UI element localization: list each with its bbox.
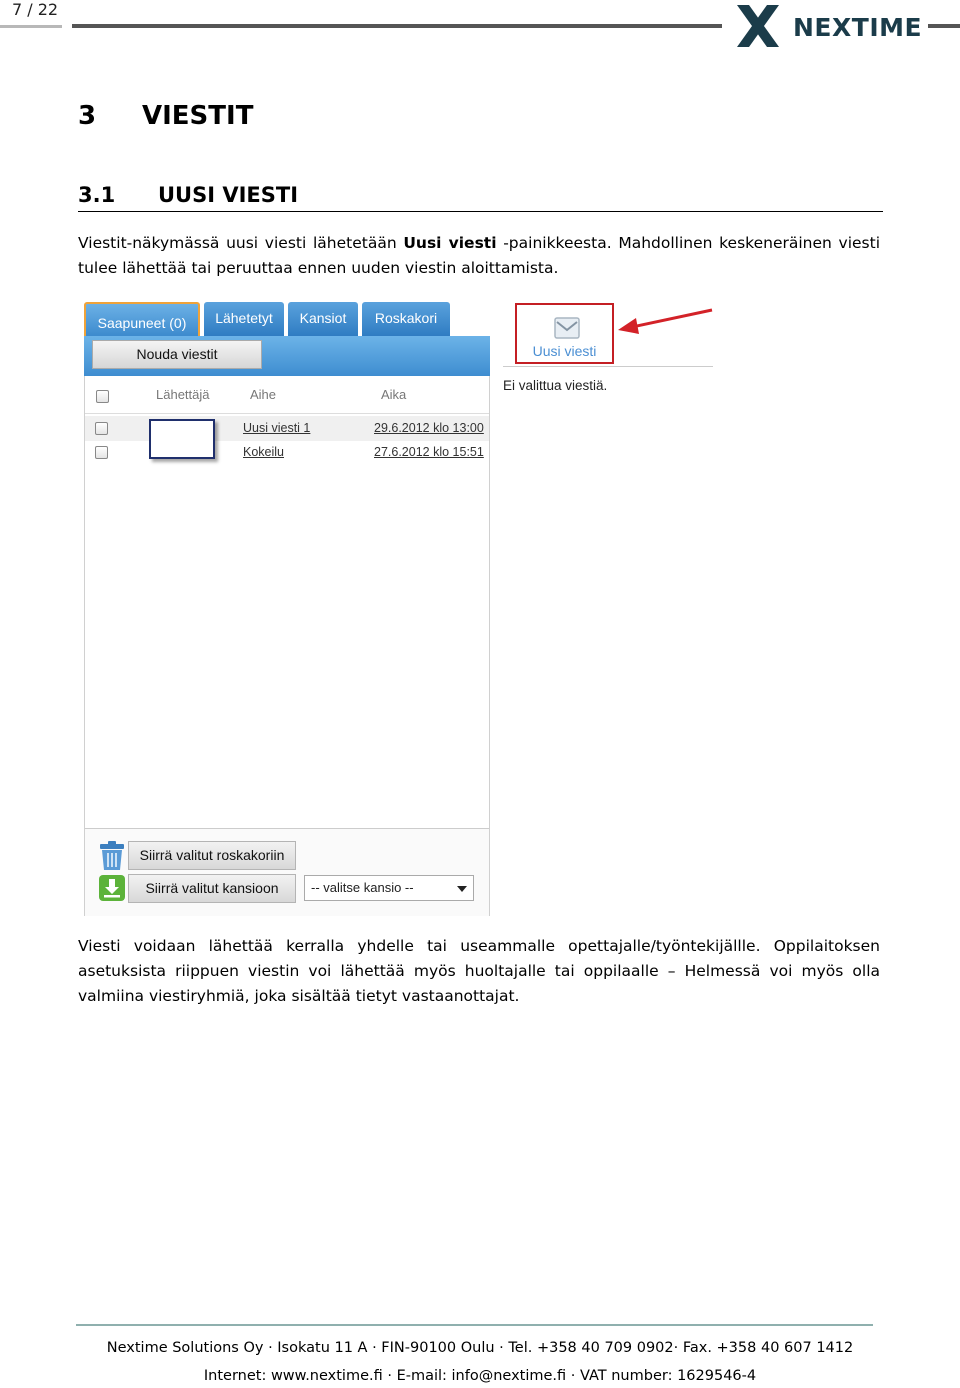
message-tabs <box>84 300 494 338</box>
message-list-header <box>85 376 489 414</box>
divider <box>503 366 713 367</box>
subsection-heading <box>78 183 883 212</box>
message-subject-link[interactable]: Uusi viesti 1 <box>243 421 311 435</box>
intro-paragraph <box>78 231 880 281</box>
section-heading <box>78 101 253 131</box>
message-toolbar <box>84 336 490 376</box>
move-to-trash-button[interactable]: Siirrä valitut roskakoriin <box>128 841 296 870</box>
tab-sent[interactable]: Lähetetyt <box>204 302 284 336</box>
section-title: VIESTIT <box>142 101 254 131</box>
select-all-checkbox[interactable] <box>96 390 109 403</box>
chevron-down-icon <box>457 886 467 892</box>
message-list-actions <box>85 828 489 916</box>
tab-trash[interactable]: Roskakori <box>362 302 450 336</box>
folder-select-value: -- valitse kansio -- <box>311 880 414 895</box>
intro-text-end: -painikkeesta. Mahdollinen keskeneräinen viesti tulee lähettää tai peruuttaa ennen uuden viestin aloittamista. <box>78 234 881 277</box>
subsection-title: UUSI VIESTI <box>158 183 299 207</box>
header-rule-left <box>0 25 62 28</box>
message-row[interactable] <box>85 416 489 441</box>
footer-address: Nextime Solutions Oy · Isokatu 11 A · FIN-90100 Oulu · Tel. +358 40 709 0902· Fax. +358 40 607 1412 <box>106 1340 854 1356</box>
subsection-number: 3.1 <box>78 183 116 207</box>
message-subject-link[interactable]: Kokeilu <box>243 445 284 459</box>
tab-folders[interactable]: Kansiot <box>288 302 358 336</box>
intro-bold-button-name: Uusi viesti <box>403 234 497 252</box>
fetch-messages-button[interactable]: Nouda viestit <box>92 340 262 369</box>
messages-screenshot <box>84 300 494 916</box>
trash-icon <box>99 841 125 871</box>
arrow-pointer-icon <box>612 300 717 340</box>
move-to-folder-button[interactable]: Siirrä valitut kansioon <box>128 874 296 903</box>
envelope-icon <box>554 317 580 339</box>
no-message-selected-text: Ei valittua viestiä. <box>503 378 608 393</box>
column-sender[interactable]: Lähettäjä <box>156 387 210 402</box>
redacted-sender-box <box>149 419 215 459</box>
footer-contact: Internet: www.nextime.fi · E-mail: info@nextime.fi · VAT number: 1629546-4 <box>203 1368 757 1384</box>
new-message-label: Uusi viesti <box>532 343 597 359</box>
nextime-logo <box>735 3 960 51</box>
message-row[interactable] <box>85 440 489 465</box>
message-time-link[interactable]: 27.6.2012 klo 15:51 <box>374 445 484 459</box>
column-time[interactable]: Aika <box>381 387 407 402</box>
footer-rule <box>76 1324 873 1326</box>
page-number: 7 / 22 <box>12 0 59 19</box>
intro-text-start: Viestit-näkymässä uusi viesti lähetetään <box>78 234 404 252</box>
body-paragraph: Viesti voidaan lähettää kerralla yhdelle tai useammalle opettajalle/työntekijällle. Oppilaitoksen asetuksista riippuen viestin voi lähettää myös huoltajalle tai oppilaalle – Helmessä voi myös olla valmiina viestiryhmiä, joka sisältää tietyt vastaanottajat. <box>78 937 880 1005</box>
header-rule <box>72 24 722 28</box>
folder-select[interactable] <box>304 875 474 901</box>
column-subject[interactable]: Aihe <box>250 387 277 402</box>
logo-text: NEXTIME <box>793 13 923 42</box>
row-checkbox[interactable] <box>95 422 108 435</box>
new-message-button[interactable] <box>515 303 614 364</box>
row-checkbox[interactable] <box>95 446 108 459</box>
tab-inbox[interactable]: Saapuneet (0) <box>84 302 200 338</box>
nextime-x-icon <box>735 3 781 49</box>
message-list <box>84 376 490 916</box>
move-to-folder-icon <box>99 875 125 901</box>
section-number: 3 <box>78 101 97 131</box>
message-time-link[interactable]: 29.6.2012 klo 13:00 <box>374 421 484 435</box>
